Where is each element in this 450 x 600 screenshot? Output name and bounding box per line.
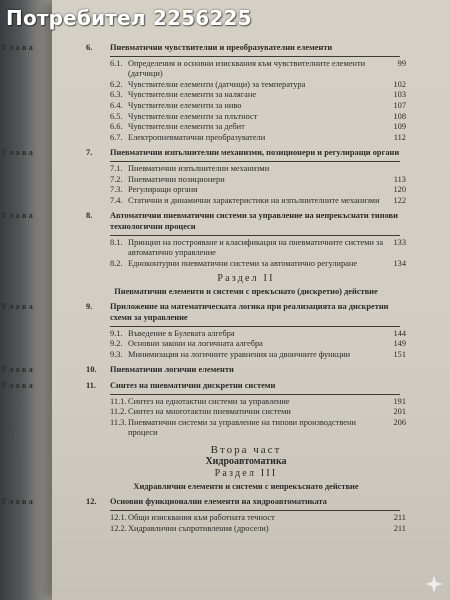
entry-page: 103 xyxy=(393,90,406,100)
entry-number: 9.2. xyxy=(110,339,123,349)
toc-entry xyxy=(110,122,406,133)
bleed-number: 38 xyxy=(14,389,23,398)
part-heading: Втора част xyxy=(210,444,282,456)
entry-page: 134 xyxy=(393,258,406,268)
entry-page: 108 xyxy=(393,111,406,121)
chapter-9 xyxy=(2,302,406,360)
entry-title: Общи изисквания към работната течност xyxy=(128,512,275,522)
left-page-bleed xyxy=(14,388,54,465)
entry-title: Чувствителни елементи (датчици) за температура xyxy=(128,79,306,89)
toc-entry xyxy=(110,329,406,340)
entry-number: 6.5. xyxy=(110,111,123,121)
entry-page: 144 xyxy=(393,328,406,338)
entry-page: 113 xyxy=(393,174,406,184)
chapter-heading xyxy=(2,211,406,232)
glava-label: Глава xyxy=(2,302,35,312)
entry-title: Едноконтурни пневматични системи за автоматично регулиране xyxy=(128,258,358,268)
watermark-username: Потребител 2256225 xyxy=(6,6,252,30)
entry-title: Синтез на многотактни пневматични системи xyxy=(128,407,291,417)
toc-entry xyxy=(110,59,406,80)
entry-number: 11.2. xyxy=(110,407,127,417)
toc-entry xyxy=(110,397,406,408)
toc-entry xyxy=(110,259,406,270)
sparkle-icon xyxy=(424,574,444,594)
entry-title: Въведение в Булевата алгебра xyxy=(128,328,235,338)
entry-number: 8.1. xyxy=(110,237,123,247)
toc-entry xyxy=(110,524,406,535)
entry-number: 7.4. xyxy=(110,195,123,205)
entry-page: 211 xyxy=(393,512,406,522)
bleed-number: 47 xyxy=(14,422,23,431)
bleed-number: 50 xyxy=(14,444,23,453)
divider xyxy=(110,235,400,236)
section-title: Пневматични елементи и системи с прекъснато (дискретно) действие xyxy=(114,286,378,296)
divider xyxy=(110,510,400,511)
entry-page: 149 xyxy=(393,339,406,349)
entry-number: 6.4. xyxy=(110,100,123,110)
entry-number: 6.1. xyxy=(110,58,123,68)
glava-label: Глава xyxy=(2,497,35,507)
toc-entry xyxy=(110,418,406,439)
entry-title: Регулиращи органи xyxy=(128,185,198,195)
entry-number: 6.2. xyxy=(110,79,123,89)
entry-number: 12.2. xyxy=(110,523,127,533)
glava-label: Глава xyxy=(2,211,35,221)
chapter-10 xyxy=(2,365,406,376)
chapter-heading xyxy=(2,365,406,376)
entry-title: Пневматични системи за управление на типови производствени процеси xyxy=(128,417,356,438)
entry-number: 11.1. xyxy=(110,396,127,406)
entry-title: Статични и динамични характеристики на изпълнителните механизми xyxy=(128,195,380,205)
section-heading: Раздел III xyxy=(214,468,278,480)
chapter-heading xyxy=(2,302,406,323)
toc-entry xyxy=(110,101,406,112)
toc-entry xyxy=(110,90,406,101)
entry-page: 211 xyxy=(393,523,406,533)
toc-entry xyxy=(110,164,406,175)
chapter-number: 11. xyxy=(86,381,97,391)
entry-number: 6.6. xyxy=(110,122,123,132)
section-heading: Раздел II xyxy=(217,273,275,285)
entry-page: 201 xyxy=(393,407,406,417)
chapter-title: Пневматични логични елементи xyxy=(110,365,234,375)
glava-label: Глава xyxy=(2,365,35,375)
entry-title: Електропневматични преобразуватели xyxy=(128,132,266,142)
entry-page: 206 xyxy=(393,417,406,427)
glava-label: Глава xyxy=(2,148,35,158)
entry-number: 6.3. xyxy=(110,90,123,100)
bleed-number: 78 xyxy=(14,400,23,409)
entry-title: Пневматични позиционери xyxy=(128,174,225,184)
chapter-title: Приложение на математическата логика при реализацията на дискретни схеми за управление xyxy=(110,302,389,323)
entry-title: Синтез на еднотактни системи за управление xyxy=(128,396,290,406)
divider xyxy=(110,161,400,162)
entry-title: Хидравлични съпротивления (дросели) xyxy=(128,523,269,533)
chapter-number: 9. xyxy=(86,302,93,312)
toc-entry xyxy=(110,133,406,144)
toc-entry xyxy=(110,80,406,91)
entry-number: 12.1. xyxy=(110,512,127,522)
chapter-heading xyxy=(2,497,406,508)
entry-page: 107 xyxy=(393,100,406,110)
divider xyxy=(110,56,400,57)
toc-entry xyxy=(110,185,406,196)
entry-title: Чувствителни елементи за плътност xyxy=(128,111,258,121)
entry-number: 7.3. xyxy=(110,185,123,195)
chapter-number: 8. xyxy=(86,211,93,221)
entry-number: 11.3. xyxy=(110,417,127,427)
entry-title: Принцип на построяване и класификация на пневматичните системи за автоматично управление xyxy=(128,237,384,258)
bleed-number: 60 xyxy=(14,433,23,442)
chapter-7 xyxy=(2,148,406,206)
entry-page: 191 xyxy=(393,396,406,406)
entry-number: 7.2. xyxy=(110,174,123,184)
chapter-number: 10. xyxy=(86,365,97,375)
entry-number: 7.1. xyxy=(110,163,123,173)
chapter-12 xyxy=(2,497,406,534)
entry-page: 151 xyxy=(393,349,406,359)
chapter-title: Пневматични изпълнителни механизми, позиционери и регулиращи органи xyxy=(110,148,400,158)
section-title: Хидравлични елементи и системи с непрекъснато действие xyxy=(133,481,359,491)
entry-title: Чувствителни елементи за ниво xyxy=(128,100,242,110)
chapter-title: Синтез на пневматични дискретни системи xyxy=(110,381,276,391)
chapter-title: Автоматични пневматични системи за управление на непрекъснати типови технологични процеси xyxy=(110,211,398,231)
entry-title: Основни закони на логичната алгебра xyxy=(128,339,263,349)
chapter-number: 12. xyxy=(86,497,97,507)
entry-page: 109 xyxy=(393,122,406,132)
chapter-6 xyxy=(2,43,406,143)
entry-title: Чувствителни елементи за налягане xyxy=(128,90,257,100)
chapter-title: Пневматични чувствителни и преобразувателни елементи xyxy=(110,43,333,52)
entry-number: 9.1. xyxy=(110,328,123,338)
toc-entry xyxy=(110,339,406,350)
entry-title: Определения и основни изисквания към чувствителните елементи (датчици) xyxy=(128,58,366,79)
glava-label: Глава xyxy=(2,43,35,52)
entry-number: 8.2. xyxy=(110,258,123,268)
entry-page xyxy=(384,164,406,175)
entry-page: 112 xyxy=(393,132,406,142)
entry-title: Чувствителни елементи за дебит xyxy=(128,122,245,132)
entry-number: 9.3. xyxy=(110,349,123,359)
chapter-heading xyxy=(2,148,406,159)
toc-entry xyxy=(110,112,406,123)
entry-page: 122 xyxy=(393,195,406,205)
bleed-number: 44 xyxy=(14,411,23,420)
entry-page: 102 xyxy=(393,79,406,89)
chapter-8 xyxy=(2,211,406,269)
chapter-heading xyxy=(2,381,406,392)
toc-entry xyxy=(110,407,406,418)
toc-entry xyxy=(110,196,406,207)
bleed-number: 50 xyxy=(14,455,23,464)
entry-page: 99 xyxy=(397,58,406,68)
entry-page: 133 xyxy=(393,237,406,247)
glava-label: Глава xyxy=(2,381,35,391)
entry-number: 6.7. xyxy=(110,132,123,142)
divider xyxy=(110,326,400,327)
toc-entry xyxy=(110,513,406,524)
chapter-heading xyxy=(2,43,406,54)
toc-entry xyxy=(110,350,406,361)
chapter-number: 6. xyxy=(86,43,93,52)
part-title: Хидроавтоматика xyxy=(205,455,287,467)
chapter-title: Основни функционални елементи на хидроавтоматиката xyxy=(110,497,327,507)
toc-entry xyxy=(110,175,406,186)
divider xyxy=(110,394,400,395)
entry-title: Минимизация на логичните уравнения на двоичните функции xyxy=(128,349,351,359)
toc-entry xyxy=(110,238,406,259)
entry-page: 120 xyxy=(393,185,406,195)
chapter-number: 7. xyxy=(86,148,93,158)
entry-title: Пневматични изпълнителни механизми xyxy=(128,163,270,173)
